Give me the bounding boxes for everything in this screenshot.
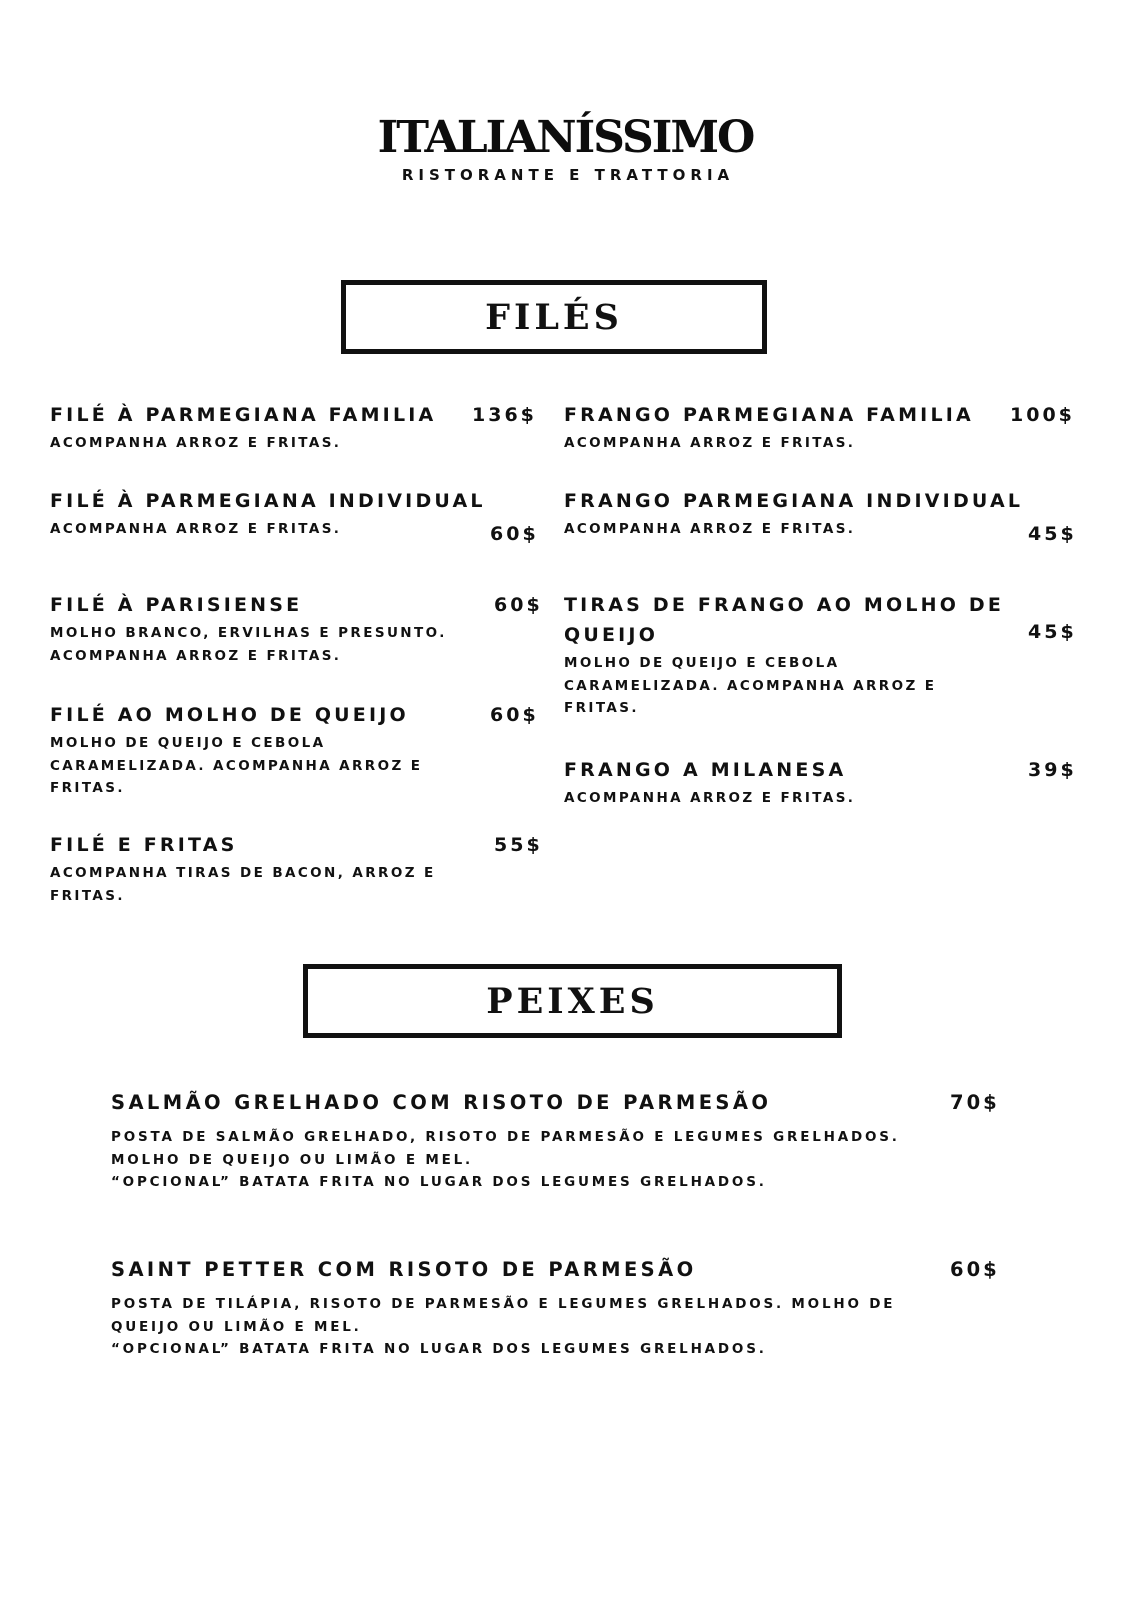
description-line: “OPCIONAL” BATATA FRITA NO LUGAR DOS LEGUMES GRELHADOS.: [111, 1341, 767, 1357]
item-price: 39$: [1028, 759, 1077, 781]
item-price: 45$: [1028, 523, 1077, 545]
item-name: SALMÃO GRELHADO COM RISOTO DE PARMESÃO: [111, 1091, 772, 1114]
menu-item: [564, 486, 1104, 541]
menu-item: [564, 590, 1024, 720]
description-line: MOLHO BRANCO, ERVILHAS E PRESUNTO.: [50, 625, 447, 641]
item-description: [111, 1293, 1011, 1361]
description-line: CARAMELIZADA. ACOMPANHA ARROZ E: [564, 677, 937, 694]
description-line: FRITAS.: [564, 700, 639, 716]
description-line: ACOMPANHA TIRAS DE BACON, ARROZ E: [50, 865, 436, 881]
description-line: FRITAS.: [50, 887, 125, 904]
item-price: 136$: [472, 404, 537, 426]
item-description: [111, 1126, 1011, 1194]
item-price: 70$: [950, 1091, 1000, 1114]
item-name: FILÉ E FRITAS: [50, 834, 238, 856]
item-name: FILÉ À PARISIENSE: [50, 594, 303, 616]
item-description: [50, 622, 510, 667]
menu-item: [111, 1088, 1011, 1194]
section-title-peixes: PEIXES: [486, 980, 659, 1022]
item-name: [564, 590, 1024, 650]
menu-item: [564, 755, 1024, 810]
item-name: FRANGO PARMEGIANA FAMILIA: [564, 404, 974, 426]
item-name-line: QUEIJO: [564, 624, 659, 646]
menu-item: [50, 700, 480, 800]
menu-item: [50, 830, 490, 907]
item-name: FILÉ AO MOLHO DE QUEIJO: [50, 704, 409, 726]
item-name-line: TIRAS DE FRANGO AO MOLHO DE: [564, 594, 1005, 616]
item-description: ACOMPANHA ARROZ E FRITAS.: [564, 790, 856, 806]
description-line: MOLHO DE QUEIJO OU LIMÃO E MEL.: [111, 1151, 473, 1168]
brand-header: [0, 112, 1131, 184]
menu-item: [50, 486, 550, 541]
item-price: 45$: [1028, 621, 1077, 643]
item-price: 55$: [494, 834, 543, 856]
description-line: POSTA DE TILÁPIA, RISOTO DE PARMESÃO E LEGUMES GRELHADOS. MOLHO DE: [111, 1296, 896, 1312]
menu-item: [50, 590, 510, 667]
item-name: FILÉ À PARMEGIANA INDIVIDUAL: [50, 490, 486, 512]
item-description: ACOMPANHA ARROZ E FRITAS.: [564, 435, 856, 451]
description-line: POSTA DE SALMÃO GRELHADO, RISOTO DE PARMESÃO E LEGUMES GRELHADOS.: [111, 1129, 900, 1145]
description-line: QUEIJO OU LIMÃO E MEL.: [111, 1318, 362, 1335]
section-title-files: FILÉS: [485, 296, 623, 338]
item-description: [564, 652, 1024, 720]
item-price: 60$: [490, 523, 539, 545]
description-line: MOLHO DE QUEIJO E CEBOLA: [50, 735, 326, 751]
item-price: 60$: [950, 1258, 1000, 1281]
item-description: ACOMPANHA ARROZ E FRITAS.: [564, 521, 856, 537]
item-description: [50, 862, 490, 907]
item-name: FRANGO PARMEGIANA INDIVIDUAL: [564, 490, 1024, 512]
item-price: 60$: [494, 594, 543, 616]
item-name: FILÉ À PARMEGIANA FAMILIA: [50, 404, 437, 426]
description-line: FRITAS.: [50, 780, 125, 796]
item-name: FRANGO A MILANESA: [564, 759, 847, 781]
item-description: [50, 732, 480, 800]
item-price: 60$: [490, 704, 539, 726]
description-line: “OPCIONAL” BATATA FRITA NO LUGAR DOS LEGUMES GRELHADOS.: [111, 1174, 767, 1190]
item-name: SAINT PETTER COM RISOTO DE PARMESÃO: [111, 1258, 697, 1281]
menu-item: [111, 1255, 1011, 1361]
section-header-files: [341, 280, 767, 354]
description-line: CARAMELIZADA. ACOMPANHA ARROZ E: [50, 757, 423, 774]
description-line: MOLHO DE QUEIJO E CEBOLA: [564, 655, 840, 671]
item-description: ACOMPANHA ARROZ E FRITAS.: [50, 521, 342, 537]
section-header-peixes: [303, 964, 842, 1038]
item-price: 100$: [1010, 404, 1075, 426]
item-description: ACOMPANHA ARROZ E FRITAS.: [50, 435, 342, 451]
restaurant-subtitle: RISTORANTE E TRATTORIA: [401, 166, 735, 184]
restaurant-name: ITALIANÍSSIMO: [377, 112, 754, 163]
description-line: ACOMPANHA ARROZ E FRITAS.: [50, 647, 342, 664]
